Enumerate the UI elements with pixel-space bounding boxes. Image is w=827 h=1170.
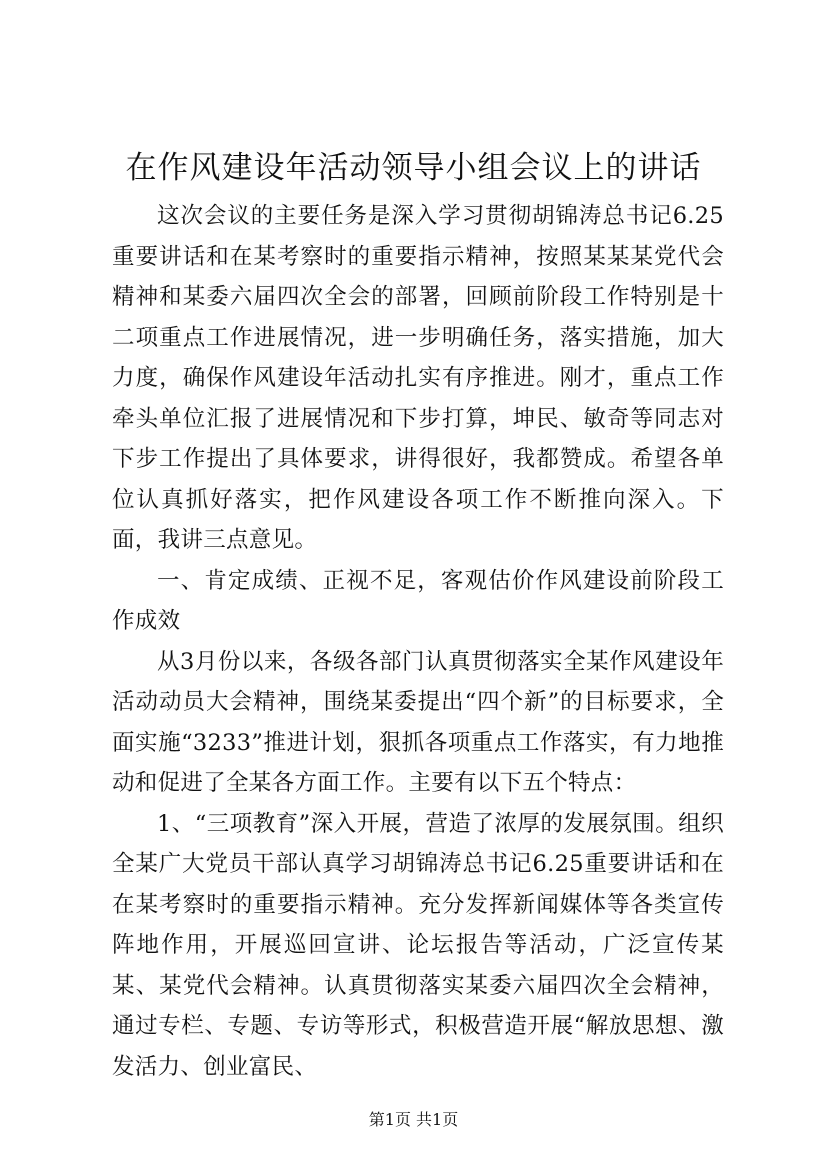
paragraph-section-heading: 一、肯定成绩、正视不足，客观估价作风建设前阶段工作成效: [112, 567, 724, 634]
page-footer: 第1页 共1页: [368, 1110, 459, 1129]
paragraph-achievements: 从3月份以来，各级各部门认真贯彻落实全某作风建设年活动动员大会精神，围绕某委提出“四个新”的目标要求，全面实施“3233”推进计划，狠抓各项重点工作落实，有力地推动和促进了全某各方面工作。主要有以下五个特点：: [112, 648, 724, 796]
paragraph-point-one: 1、“三项教育”深入开展，营造了浓厚的发展氛围。组织全某广大党员干部认真学习胡锦涛总书记6.25重要讲话和在在某考察时的重要指示精神。充分发挥新闻媒体等各类宣传阵地作用，开展巡回宣讲、论坛报告等活动，广泛宣传某某、某党代会精神。认真贯彻落实某委六届四次全会精神，通过专栏、专题、专访等形式，积极营造开展“解放思想、激发活力、创业富民、: [112, 810, 724, 1080]
document-title: 在作风建设年活动领导小组会议上的讲话: [125, 150, 702, 186]
paragraph-intro: 这次会议的主要任务是深入学习贯彻胡锦涛总书记6.25重要讲话和在某考察时的重要指示精神，按照某某某党代会精神和某委六届四次全会的部署，回顾前阶段工作特别是十二项重点工作进展情况，进一步明确任务，落实措施，加大力度，确保作风建设年活动扎实有序推进。刚才，重点工作牵头单位汇报了进展情况和下步打算，坤民、敏奇等同志对下步工作提出了具体要求，讲得很好，我都赞成。希望各单位认真抓好落实，把作风建设各项工作不断推向深入。下面，我讲三点意见。: [112, 203, 724, 553]
document-body: [112, 196, 724, 1087]
